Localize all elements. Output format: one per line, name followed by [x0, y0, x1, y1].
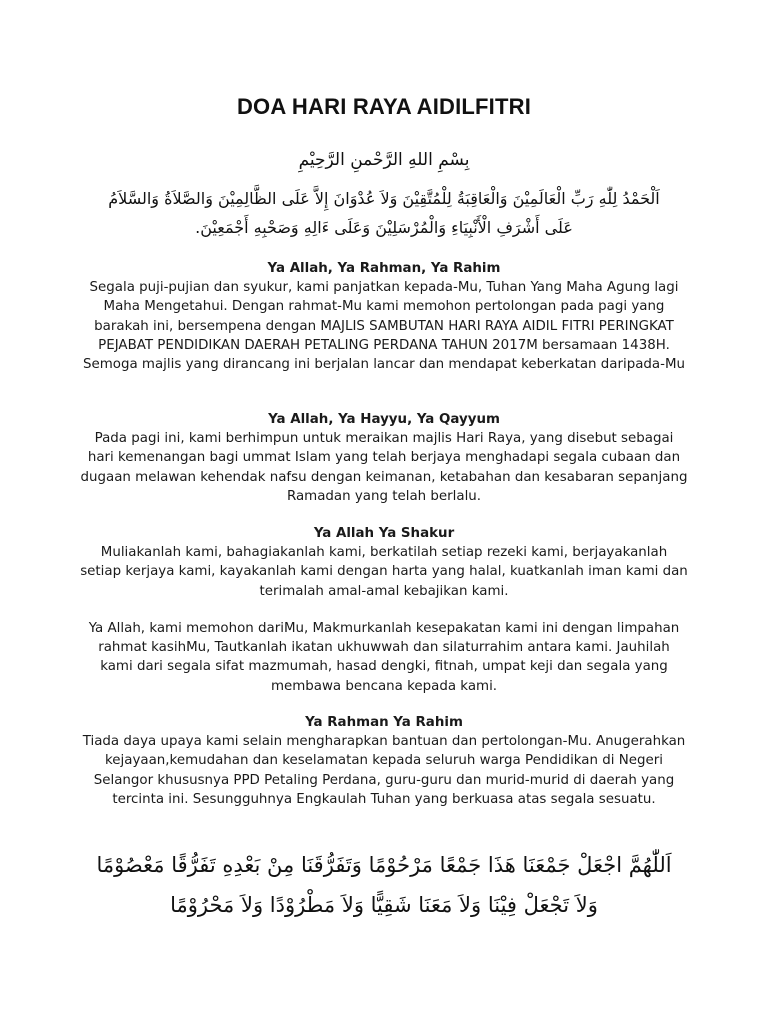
prayer-section	[80, 410, 688, 506]
opening-arabic-text: اَلْحَمْدُ لِلّٰهِ رَبِّ الْعَالَمِيْنَ وَالْعَاقِبَةُ لِلْمُتَّقِيْنَ وَلاَ عُدْوَانَ إِلاَّ عَلَى الظَّالِمِيْنَ وَالصَّلاَةُ وَالسَّلاَمُ عَلَى أَشْرَفِ الْأَنْبِيَاءِ وَالْمُرْسَلِيْنَ وَعَلَى ءَالِهِ وَصَحْبِهِ أَجْمَعِيْنَ.	[108, 189, 660, 237]
closing-arabic-text: اَللّٰهُمَّ اجْعَلْ جَمْعَنَا هَذَا جَمْعًا مَرْحُوْمًا وَتَفَرُّقَنَا مِنْ بَعْدِهِ تَفَرُّقًا مَعْصُوْمًا وَلاَ تَجْعَلْ فِيْنَا وَلاَ مَعَنَا شَقِيًّا وَلاَ مَطْرُوْدًا وَلاَ مَحْرُوْمًا	[96, 853, 672, 917]
section-heading: Ya Allah, Ya Hayyu, Ya Qayyum	[268, 412, 500, 427]
prayer-section	[80, 524, 688, 601]
bismillah-text: بِسْمِ اللهِ الرَّحْمنِ الرَّحِيْمِ	[298, 150, 470, 170]
section-body: Segala puji-pujian dan syukur, kami panjatkan kepada-Mu, Tuhan Yang Maha Agung lagi Maha Mengetahui. Dengan rahmat-Mu kami memohon pertolongan pada pagi yang barakah ini, bersempena dengan MAJLIS SAMBUTAN HARI RAYA AIDIL FITRI PERINGKAT PEJABAT PENDIDIKAN DAERAH PETALING PERDANA TAHUN 2017M bersamaan 1438H. Semoga majlis yang dirancang ini berjalan lancar dan mendapat keberkatan daripada-Mu	[83, 280, 685, 373]
prayer-section	[80, 259, 688, 374]
section-body: Ya Allah, kami memohon dariMu, Makmurkanlah kesepakatan kami ini dengan limpahan rahmat kasihMu, Tautkanlah ikatan ukhuwwah dan silaturrahim antara kami. Jauhilah kami dari segala sifat mazmumah, hasad dengki, fitnah, umpat keji dan segala yang membawa bencana kepada kami.	[88, 621, 680, 694]
page-title: DOA HARI RAYA AIDILFITRI	[236, 94, 532, 119]
section-body: Pada pagi ini, kami berhimpun untuk meraikan majlis Hari Raya, yang disebut sebagai hari kemenangan bagi ummat Islam yang telah berjaya menghadapi segala cubaan dan dugaan melawan kehendak nafsu dengan keimanan, ketabahan dan kesabaran sepanjang Ramadan yang telah berlalu.	[80, 431, 688, 504]
prayer-section	[80, 713, 688, 809]
section-heading: Ya Allah Ya Shakur	[313, 526, 455, 541]
section-heading: Ya Allah, Ya Rahman, Ya Rahim	[267, 261, 501, 276]
section-body: Tiada daya upaya kami selain mengharapkan bantuan dan pertolongan-Mu. Anugerahkan kejayaan,kemudahan dan keselamatan kepada seluruh warga Pendidikan di Negeri Selangor khususnya PPD Petaling Perdana, guru-guru dan murid-murid di daerah yang tercinta ini. Sesungguhnya Engkaulah Tuhan yang berkuasa atas segala sesuatu.	[82, 734, 686, 807]
prayer-section	[80, 619, 688, 696]
section-heading: Ya Rahman Ya Rahim	[305, 715, 463, 730]
section-body: Muliakanlah kami, bahagiakanlah kami, berkatilah setiap rezeki kami, berjayakanlah setiap kerjaya kami, kayakanlah kami dengan harta yang halal, kuatkanlah iman kami dan terimalah amal-amal kebajikan kami.	[80, 545, 688, 599]
